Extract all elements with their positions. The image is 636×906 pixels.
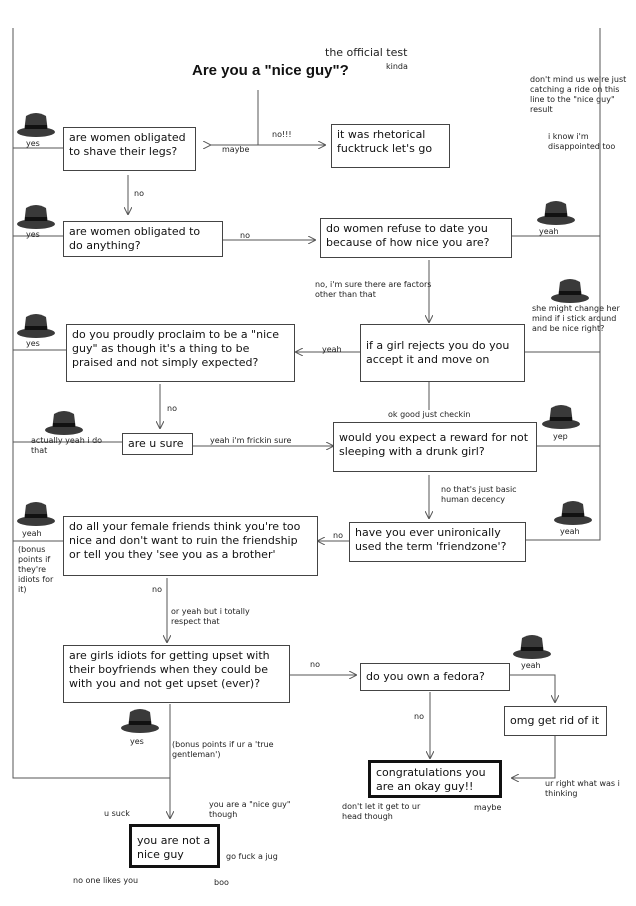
label-yes-proclaim: yes <box>26 339 40 348</box>
label-maybe-congrats: maybe <box>474 803 502 812</box>
label-no-fedora: no <box>414 712 424 721</box>
label-yeah-refuse: yeah <box>539 227 559 236</box>
fedora-icon <box>553 498 593 526</box>
node-friendzone: have you ever unironically used the term 'friendzone'? <box>349 522 526 562</box>
node-congrats-okay-guy: congratulations you are an okay guy!! <box>368 760 502 798</box>
node-expect-reward: would you expect a reward for not sleeping with a drunk girl? <box>333 422 537 472</box>
fedora-icon <box>541 402 581 430</box>
label-maybe-legs: maybe <box>222 145 250 154</box>
label-no-one-likes-you: no one likes you <box>73 876 139 885</box>
label-nice-guy-though: you are a "nice guy" though <box>209 800 291 819</box>
node-rejects-move-on: if a girl rejects you do you accept it and move on <box>360 324 525 382</box>
node-shave-legs: are women obligated to shave their legs? <box>63 127 196 171</box>
label-no-friends: no <box>152 585 162 594</box>
fedora-icon <box>512 632 552 660</box>
subtitle-kinda: kinda <box>386 62 408 71</box>
label-ok-good: ok good just checkin <box>388 410 471 419</box>
node-rhetorical-result: it was rhetorical fucktruck let's go <box>331 124 450 168</box>
label-no-legs: no <box>134 189 144 198</box>
label-go-jug: go fuck a jug <box>226 852 278 861</box>
label-no-refuse: no, i'm sure there are factors other than that <box>315 280 432 299</box>
fedora-icon <box>550 276 590 304</box>
label-yeah-fedora: yeah <box>521 661 541 670</box>
node-are-u-sure: are u sure <box>122 433 193 455</box>
label-dont-let-it: don't let it get to ur head though <box>342 802 421 821</box>
label-no-proclaim: no <box>167 404 177 413</box>
label-basic-decency: no that's just basic human decency <box>441 485 517 504</box>
node-girls-idiots: are girls idiots for getting upset with their boyfriends when they could be with you and not get upset (ever)? <box>63 645 290 703</box>
fedora-icon <box>16 110 56 138</box>
label-bonus-idiots: (bonus points if they're idiots for it) <box>18 545 54 594</box>
node-female-friends: do all your female friends think you're too nice and don't want to ruin the friendship or tell you they 'see you as a brother' <box>63 516 318 576</box>
label-yes-legs: yes <box>26 139 40 148</box>
node-not-nice-guy: you are not a nice guy <box>129 824 220 868</box>
subtitle: the official test <box>325 46 408 59</box>
label-yeah-rejects: yeah <box>322 345 342 354</box>
node-own-fedora: do you own a fedora? <box>360 663 510 691</box>
label-yeah-friendzone: yeah <box>560 527 580 536</box>
label-no-anything: no <box>240 231 250 240</box>
label-no-friendzone: no <box>333 531 343 540</box>
label-yes-idiots: yes <box>130 737 144 746</box>
label-no-idiots: no <box>310 660 320 669</box>
page-title: Are you a "nice guy"? <box>192 62 349 79</box>
label-disappointed: i know i'm disappointed too <box>548 132 616 151</box>
label-no-rhetorical: no!!! <box>272 130 292 139</box>
label-respect: or yeah but i totally respect that <box>171 607 250 626</box>
fedora-icon <box>536 198 576 226</box>
node-refuse-date: do women refuse to date you because of how nice you are? <box>320 218 512 258</box>
label-actually-yeah: actually yeah i do that <box>31 436 103 455</box>
label-u-suck: u suck <box>104 809 130 818</box>
label-ur-right: ur right what was i thinking <box>545 779 620 798</box>
label-true-gentleman: (bonus points if ur a 'true gentleman') <box>172 740 274 759</box>
fedora-icon <box>16 499 56 527</box>
label-boo: boo <box>214 878 229 887</box>
node-obligated-anything: are women obligated to do anything? <box>63 221 223 257</box>
fedora-icon <box>120 706 160 734</box>
label-might-change-mind: she might change her mind if i stick around and be nice right? <box>532 304 620 333</box>
fedora-icon <box>16 311 56 339</box>
fedora-icon <box>16 202 56 230</box>
label-yes-anything: yes <box>26 230 40 239</box>
label-yep: yep <box>553 432 568 441</box>
label-yeah-friends: yeah <box>22 529 42 538</box>
label-frickin-sure: yeah i'm frickin sure <box>210 436 292 445</box>
node-proclaim-nice-guy: do you proudly proclaim to be a "nice guy" as though it's a thing to be praised and not simply expected? <box>66 324 295 382</box>
fedora-icon <box>44 408 84 436</box>
label-dont-mind-us: don't mind us we're just catching a ride on this line to the "nice guy" result <box>530 75 627 114</box>
node-get-rid-of-it: omg get rid of it <box>504 706 607 736</box>
